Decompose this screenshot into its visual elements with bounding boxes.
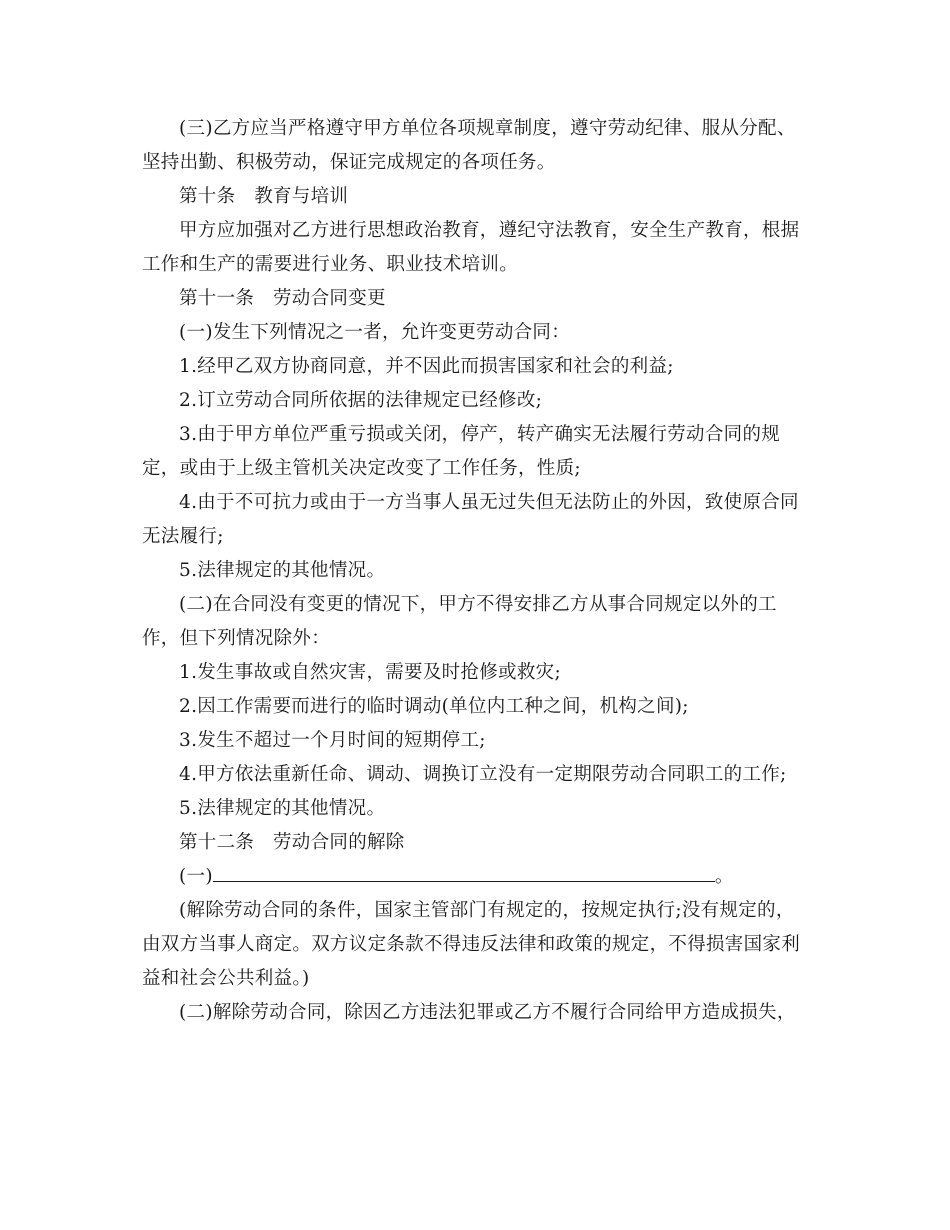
text-line: 第十一条 劳动合同变更 [179,288,386,309]
text-line: 1.发生事故或自然灾害，需要及时抢修或救灾; [179,662,561,683]
text-line: 第十条 教育与培训 [179,186,349,207]
text-line: 甲方应加强对乙方进行思想政治教育，遵纪守法教育，安全生产教育，根据 [179,220,800,241]
text-line: 由双方当事人商定。双方议定条款不得违反法律和政策的规定，不得损害国家利 [142,934,801,955]
text-line: (二)在合同没有变更的情况下，甲方不得安排乙方从事合同规定以外的工 [179,594,777,615]
text-line: 益和社会公共利益。) [142,968,310,989]
text-line: 无法履行; [142,526,224,547]
text-line: 坚持出勤、积极劳动，保证完成规定的各项任务。 [142,152,556,173]
text-line: 2.因工作需要而进行的临时调动(单位内工种之间，机构之间); [179,696,689,717]
text-line: 3.由于甲方单位严重亏损或关闭，停产，转产确实无法履行劳动合同的规 [179,424,781,445]
blank-item-prefix: (一) [179,866,213,887]
text-line: 5.法律规定的其他情况。 [179,798,386,819]
text-line: (三)乙方应当严格遵守甲方单位各项规章制度，遵守劳动纪律、服从分配、 [179,118,796,139]
lines-before [142,112,806,860]
blank-item-suffix: 。 [714,866,734,887]
lines-after [142,894,806,1030]
blank-fill-line [142,860,806,894]
contract-body [142,112,806,1030]
text-line: 作，但下列情况除外： [142,628,331,649]
text-line: (二)解除劳动合同，除因乙方违法犯罪或乙方不履行合同给甲方造成损失， [179,1002,796,1023]
text-line: (一)发生下列情况之一者，允许变更劳动合同： [179,322,571,343]
fill-in-blank [213,863,715,882]
text-line: 第十二条 劳动合同的解除 [179,832,405,853]
text-line: 定，或由于上级主管机关决定改变了工作任务，性质; [142,458,581,479]
text-line: 工作和生产的需要进行业务、职业技术培训。 [142,254,519,275]
text-line: 2.订立劳动合同所依据的法律规定已经修改; [179,390,543,411]
text-line: 3.发生不超过一个月时间的短期停工; [179,730,486,751]
text-line: (解除劳动合同的条件，国家主管部门有规定的，按规定执行;没有规定的， [179,900,795,921]
text-line: 1.经甲乙双方协商同意，并不因此而损害国家和社会的利益; [179,356,674,377]
text-line: 4.甲方依法重新任命、调动、调换订立没有一定期限劳动合同职工的工作; [179,764,787,785]
text-line: 5.法律规定的其他情况。 [179,560,386,581]
text-line: 4.由于不可抗力或由于一方当事人虽无过失但无法防止的外因，致使原合同 [179,492,799,513]
